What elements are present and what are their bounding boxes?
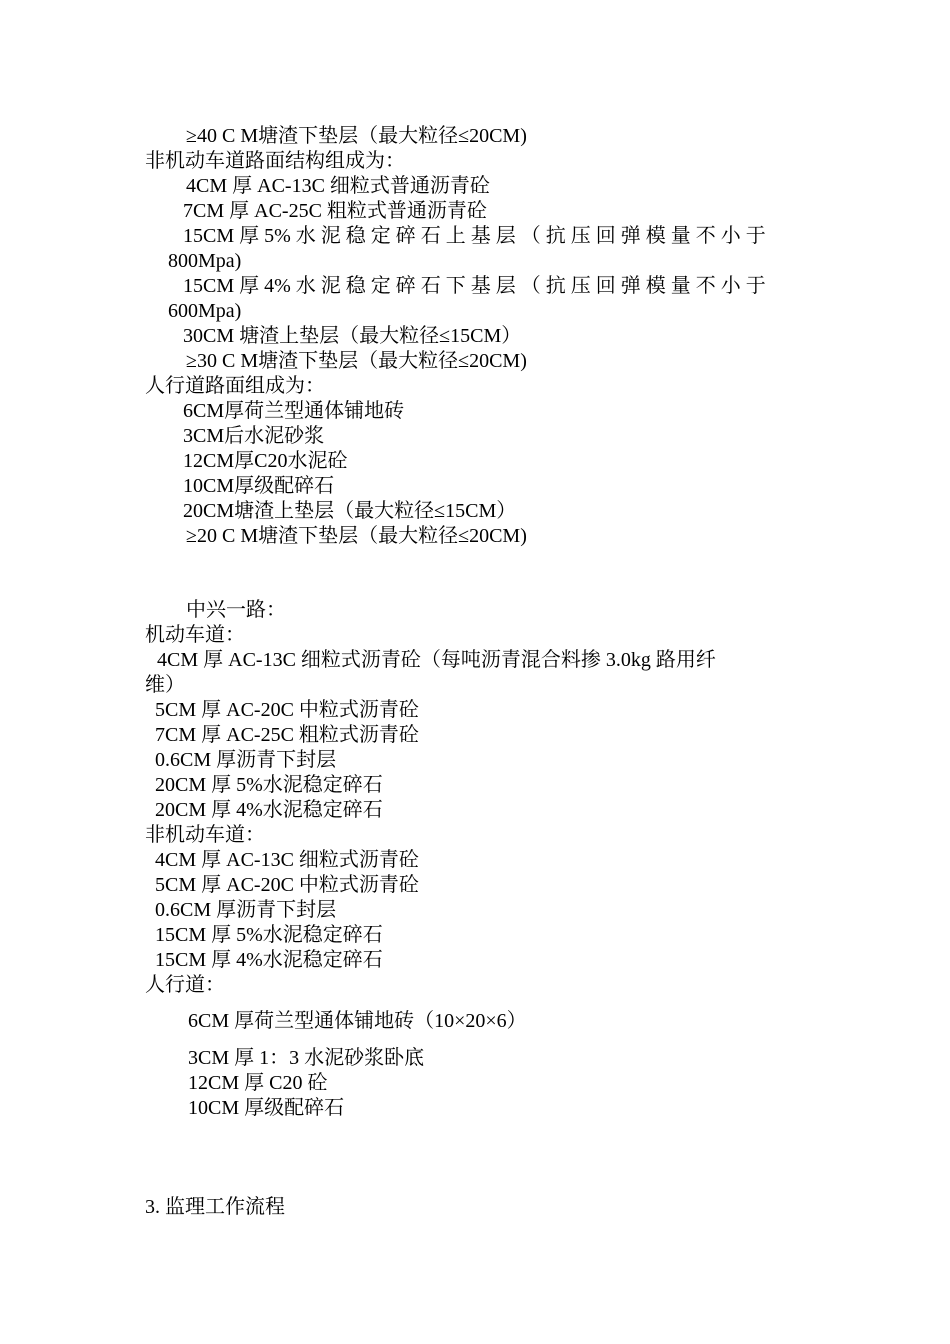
text-line: 6CM厚荷兰型通体铺地砖 xyxy=(183,400,405,422)
text-line: 600Mpa) xyxy=(168,300,242,322)
text-line: 维） xyxy=(145,674,185,696)
text-line: 0.6CM 厚沥青下封层 xyxy=(155,899,337,921)
numbered-heading: 3. 监理工作流程 xyxy=(145,1196,285,1218)
text-line: 15CM 厚 5% 水 泥 稳 定 碎 石 上 基 层 （ 抗 压 回 弹 模 量 不 小 于 xyxy=(183,225,766,247)
text-line: 0.6CM 厚沥青下封层 xyxy=(155,749,337,771)
text-line: 3CM后水泥砂浆 xyxy=(183,425,325,447)
section-heading: 机动车道： xyxy=(145,624,245,646)
section-heading: 非机动车道路面结构组成为： xyxy=(145,150,405,172)
text-line: 15CM 厚 4%水泥稳定碎石 xyxy=(155,949,383,971)
section-title: 中兴一路： xyxy=(186,599,286,621)
text-line: ≥30 C M塘渣下垫层（最大粒径≤20CM) xyxy=(186,350,527,372)
text-line: 12CM厚C20水泥砼 xyxy=(183,450,348,472)
section-heading: 人行道： xyxy=(145,974,225,996)
text-line: 7CM 厚 AC-25C 粗粒式沥青砼 xyxy=(155,724,419,746)
text-line: 12CM 厚 C20 砼 xyxy=(188,1072,328,1094)
section-heading: 非机动车道： xyxy=(145,824,265,846)
text-line: 30CM 塘渣上垫层（最大粒径≤15CM） xyxy=(183,325,522,347)
section-heading: 人行道路面组成为： xyxy=(145,375,325,397)
text-line: 7CM 厚 AC-25C 粗粒式普通沥青砼 xyxy=(183,200,487,222)
text-line: ≥40 C M塘渣下垫层（最大粒径≤20CM) xyxy=(186,125,527,147)
text-line: 4CM 厚 AC-13C 细粒式普通沥青砼 xyxy=(186,175,490,197)
text-line: 4CM 厚 AC-13C 细粒式沥青砼 xyxy=(155,849,419,871)
text-line: 6CM 厚荷兰型通体铺地砖（10×20×6） xyxy=(188,1010,527,1032)
text-line: 4CM 厚 AC-13C 细粒式沥青砼（每吨沥青混合料掺 3.0kg 路用纤 xyxy=(157,649,716,671)
text-line: 5CM 厚 AC-20C 中粒式沥青砼 xyxy=(155,699,419,721)
text-line: 5CM 厚 AC-20C 中粒式沥青砼 xyxy=(155,874,419,896)
text-line: 10CM厚级配碎石 xyxy=(183,475,335,497)
text-line: ≥20 C M塘渣下垫层（最大粒径≤20CM) xyxy=(186,525,527,547)
text-line: 15CM 厚 5%水泥稳定碎石 xyxy=(155,924,383,946)
text-line: 20CM 厚 5%水泥稳定碎石 xyxy=(155,774,383,796)
text-line: 20CM塘渣上垫层（最大粒径≤15CM） xyxy=(183,500,517,522)
text-line: 10CM 厚级配碎石 xyxy=(188,1097,345,1119)
text-line: 20CM 厚 4%水泥稳定碎石 xyxy=(155,799,383,821)
text-line: 800Mpa) xyxy=(168,250,242,272)
text-line: 3CM 厚 1：3 水泥砂浆卧底 xyxy=(188,1047,425,1069)
text-line: 15CM 厚 4% 水 泥 稳 定 碎 石 下 基 层 （ 抗 压 回 弹 模 量 不 小 于 xyxy=(183,275,766,297)
